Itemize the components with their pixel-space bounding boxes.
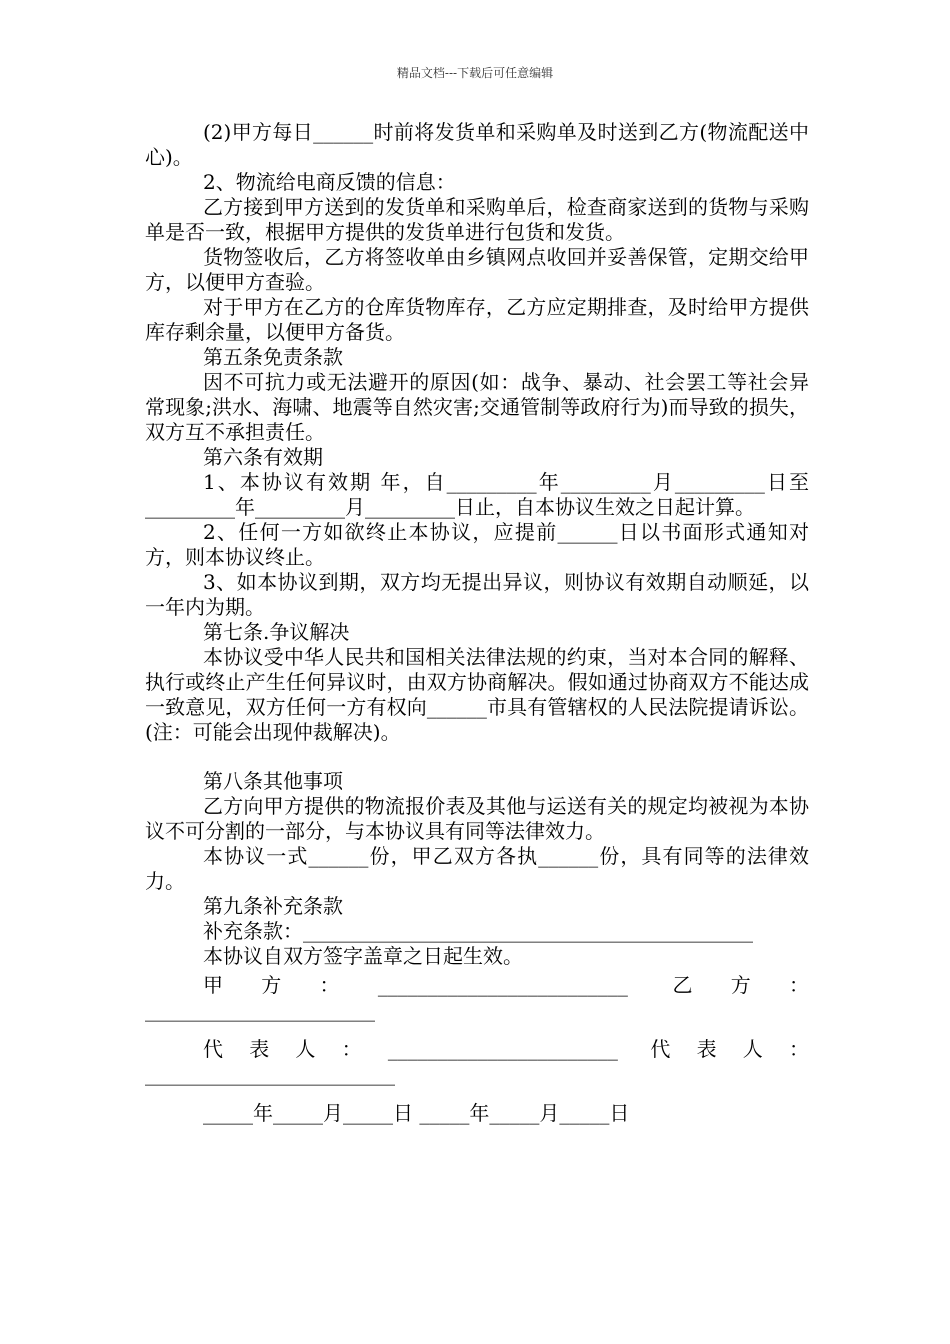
section-heading: 第八条其他事项 <box>203 769 343 793</box>
paragraph: 对于甲方在乙方的仓库货物库存，乙方应定期排查，及时给甲方提供库存剩余量，以便甲方备货。 <box>145 295 809 344</box>
spacer <box>145 1087 809 1101</box>
paragraph: 本协议自双方签字盖章之日起生效。 <box>203 944 523 968</box>
paragraph: 2、物流给电商反馈的信息： <box>203 170 456 194</box>
paragraph: 因不可抗力或无法避开的原因(如：战争、暴动、社会罢工等社会异常现象;洪水、海啸、地震等自然灾害;交通管制等政府行为)而导致的损失，双方互不承担责任。 <box>145 370 809 444</box>
party-signature-line: 甲方：_________________________ 乙方：_______________________ <box>145 973 809 1022</box>
paragraph: 3、如本协议到期，双方均无提出异议，则协议有效期自动顺延，以一年内为期。 <box>145 570 809 619</box>
paragraph: 1、本协议有效期 年，自_________年_________月_________日至_________年_________月_________日止，自本协议生效之日起计算。 <box>145 470 809 519</box>
spacer <box>145 745 809 769</box>
paragraph: 本协议一式______份，甲乙双方各执______份，具有同等的法律效力。 <box>145 844 809 893</box>
supplementary-clause: 补充条款：_____________________________________________ <box>203 919 753 943</box>
representative-signature-line: 代表人：_______________________ 代表人：_________________________ <box>145 1037 809 1086</box>
section-heading: 第五条免责条款 <box>203 345 343 369</box>
section-heading: 第七条.争议解决 <box>203 620 350 644</box>
paragraph: 本协议受中华人民共和国相关法律法规的约束，当对本合同的解释、执行或终止产生任何异议时，由双方协商解决。假如通过协商双方不能达成一致意见，双方任何一方有权向______市具有管辖权的人民法院提请诉讼。(注：可能会出现仲裁解决)。 <box>145 645 809 744</box>
page-header: 精品文档---下载后可任意编辑 <box>396 66 554 80</box>
paragraph: 2、任何一方如欲终止本协议，应提前______日以书面形式通知对方，则本协议终止。 <box>145 520 809 569</box>
paragraph: 乙方接到甲方送到的发货单和采购单后，检查商家送到的货物与采购单是否一致，根据甲方提供的发货单进行包货和发货。 <box>145 195 809 244</box>
paragraph: 货物签收后，乙方将签收单由乡镇网点收回并妥善保管，定期交给甲方，以便甲方查验。 <box>145 245 809 294</box>
section-heading: 第六条有效期 <box>203 445 323 469</box>
spacer <box>145 1023 809 1037</box>
document-body <box>145 120 809 1126</box>
date-line: _____年_____月_____日 _____年_____月_____日 <box>203 1101 630 1125</box>
paragraph: 乙方向甲方提供的物流报价表及其他与运送有关的规定均被视为本协议不可分割的一部分，与本协议具有同等法律效力。 <box>145 794 809 843</box>
paragraph: (2)甲方每日______时前将发货单和采购单及时送到乙方(物流配送中心)。 <box>145 120 809 169</box>
section-heading: 第九条补充条款 <box>203 894 343 918</box>
